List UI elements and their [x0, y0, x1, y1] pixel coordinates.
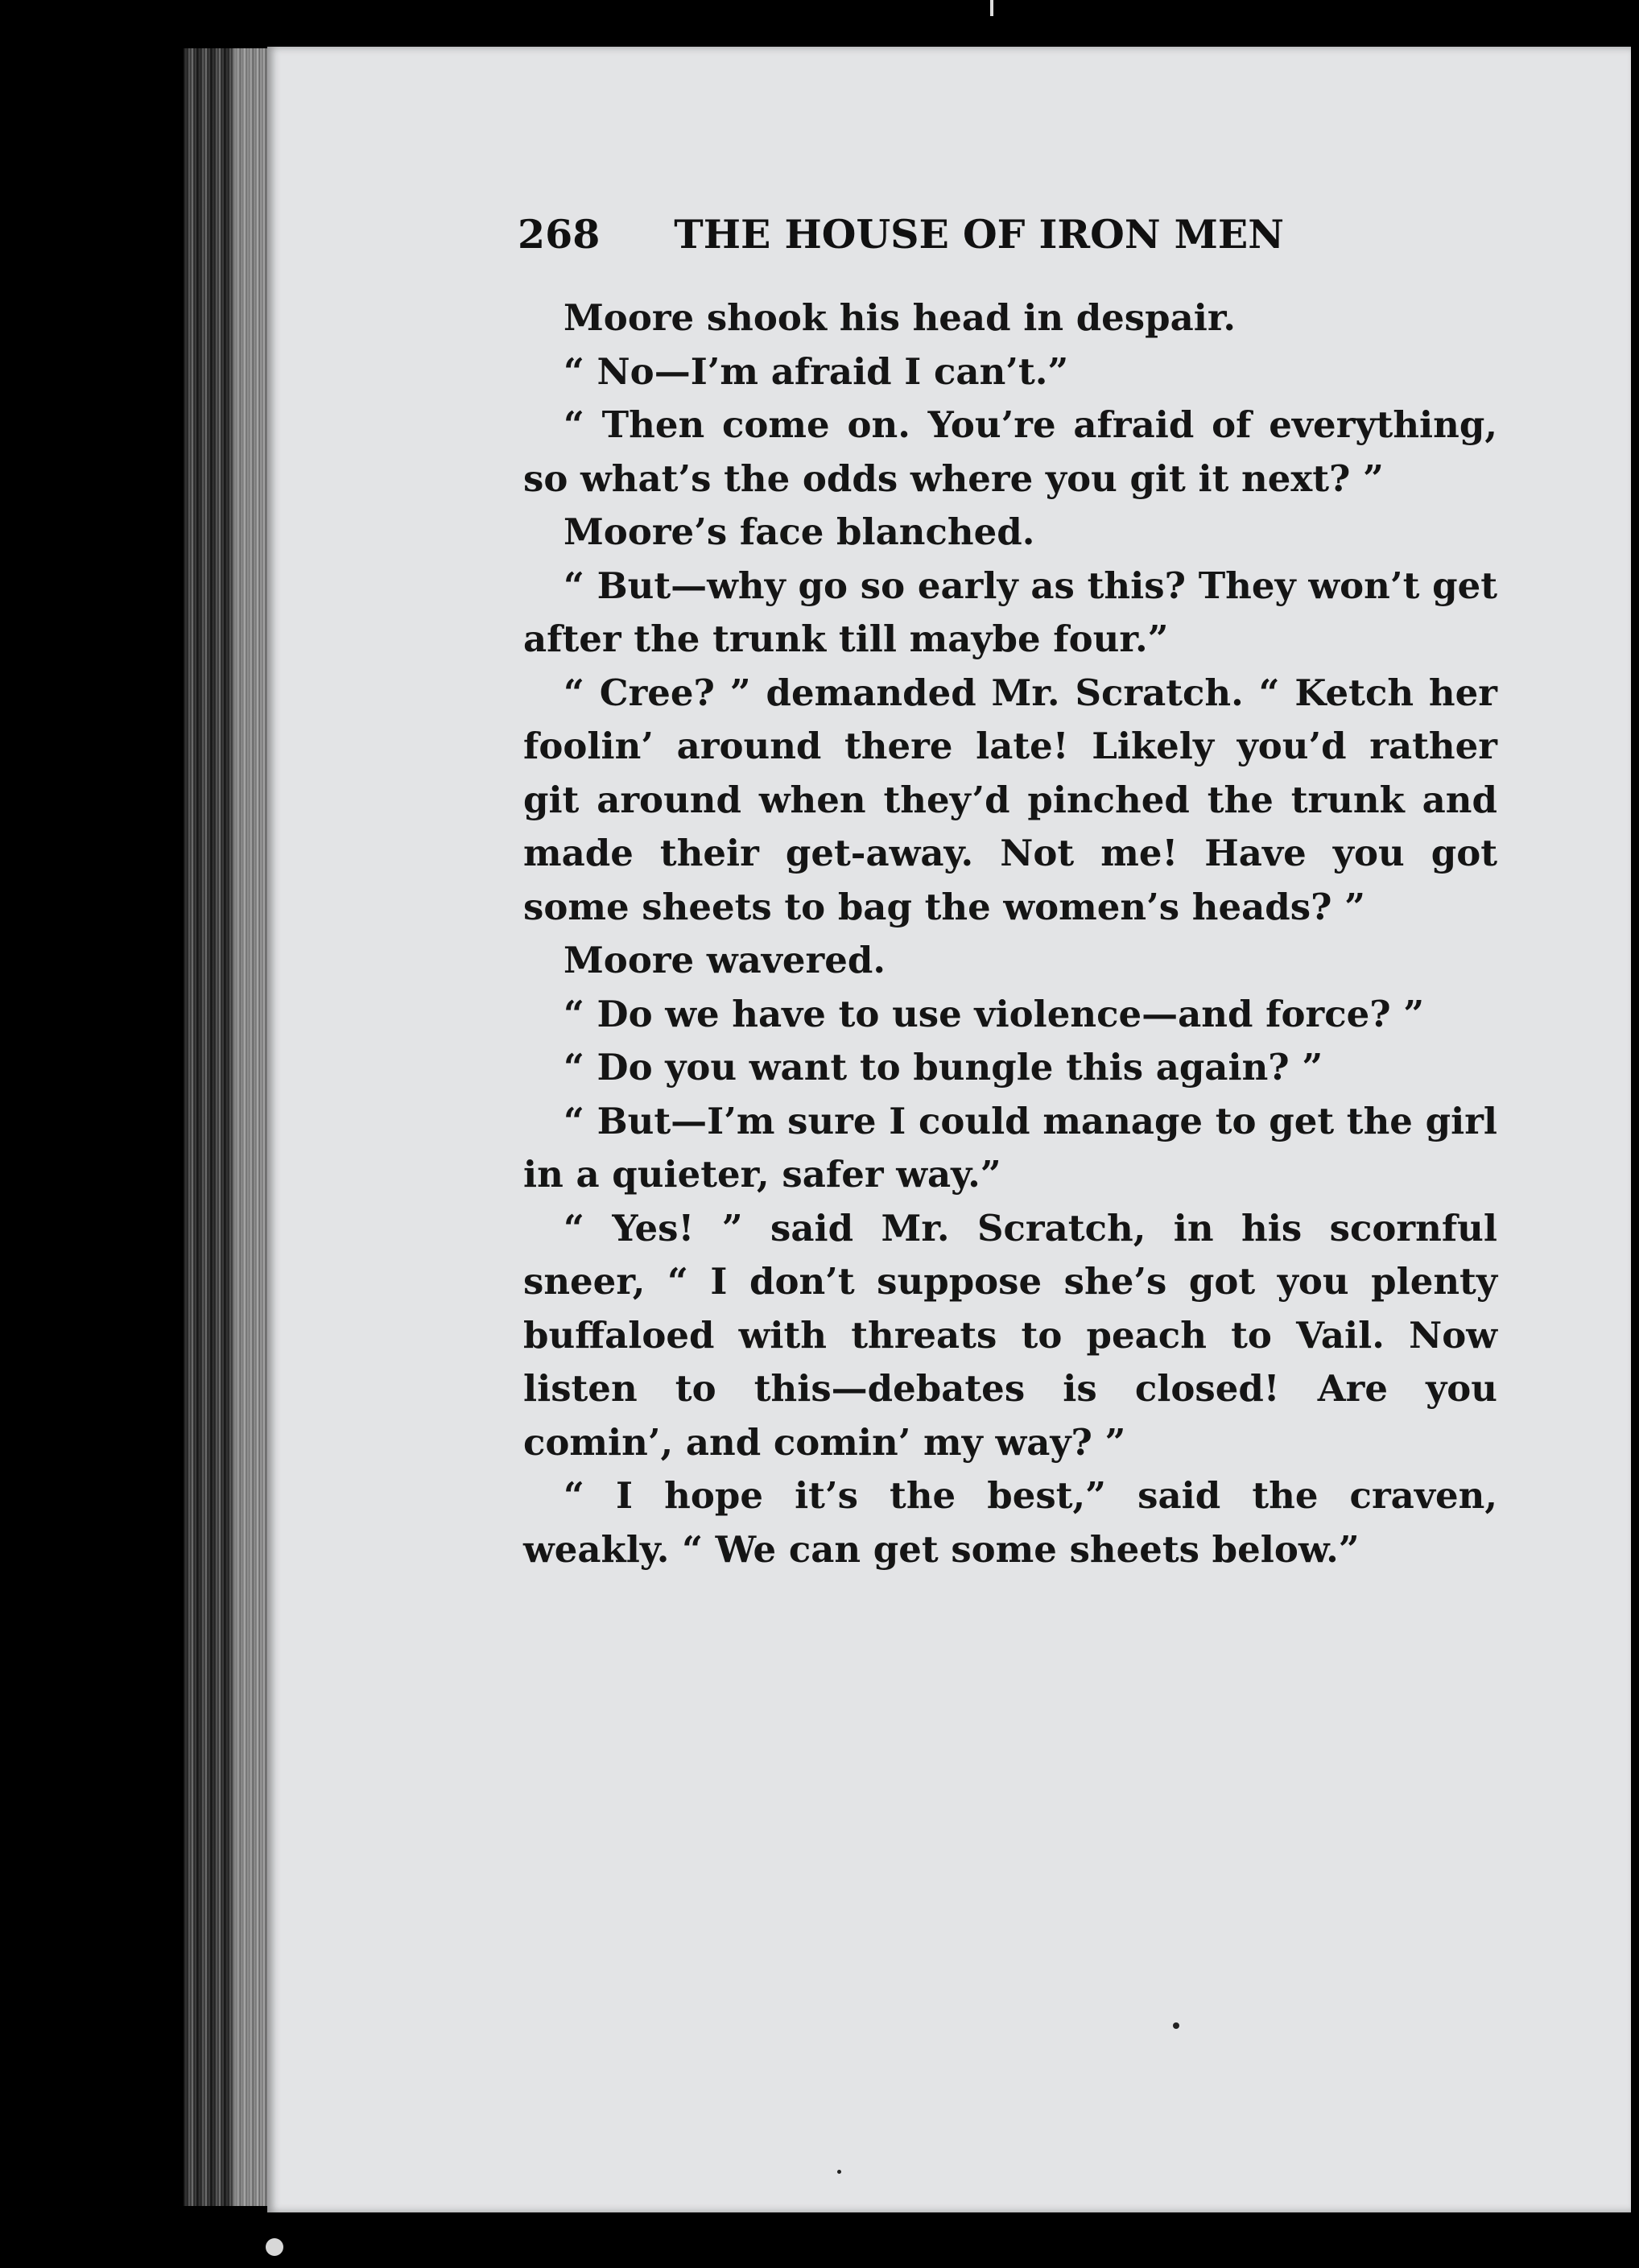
paragraph: “ But—I’m sure I could manage to get the girl in a quieter, safer way.” [523, 1099, 1497, 1196]
paragraph: Moore’s face blanched. [564, 510, 1035, 553]
paragraph: “ I hope it’s the best,” said the craven, weakly. “ We can get some sheets below.” [523, 1474, 1497, 1571]
paragraph: Moore wavered. [564, 939, 886, 981]
page-number: 268 [518, 211, 601, 258]
paragraph: “ Yes! ” said Mr. Scratch, in his scornful sneer, “ I don’t suppose she’s got you plenty buffaloed with threats to peach to Vail. Now listen to this—debates is closed! Are you comin’, and comin’ my way? ” [523, 1206, 1497, 1464]
paragraph: “ Do you want to bungle this again? ” [564, 1046, 1323, 1089]
ink-speck [837, 2170, 841, 2174]
running-header [518, 211, 1323, 258]
scan-edge-mark [990, 0, 993, 16]
paragraph: “ Cree? ” demanded Mr. Scratch. “ Ketch her foolin’ around there late! Likely you’d rather git around when they’d pinched the trunk and made their get-away. Not me! Have you got some sheets to bag the women’s heads? ” [523, 671, 1497, 928]
page-edges-highlight [233, 48, 270, 2206]
paragraph: “ Then come on. You’re afraid of everything, so what’s the odds where you git it next? ” [523, 403, 1497, 500]
body-text [523, 291, 1497, 1576]
scan-corner-mark [266, 2238, 283, 2256]
paragraph: “ Do we have to use violence—and force? ” [564, 992, 1425, 1035]
running-title: THE HOUSE OF IRON MEN [674, 211, 1285, 258]
ink-speck [1173, 2022, 1179, 2029]
paragraph: Moore shook his head in despair. [564, 296, 1236, 339]
paragraph: “ But—why go so early as this? They won’t get after the trunk till maybe four.” [523, 564, 1497, 660]
paragraph: “ No—I’m afraid I can’t.” [564, 349, 1069, 393]
